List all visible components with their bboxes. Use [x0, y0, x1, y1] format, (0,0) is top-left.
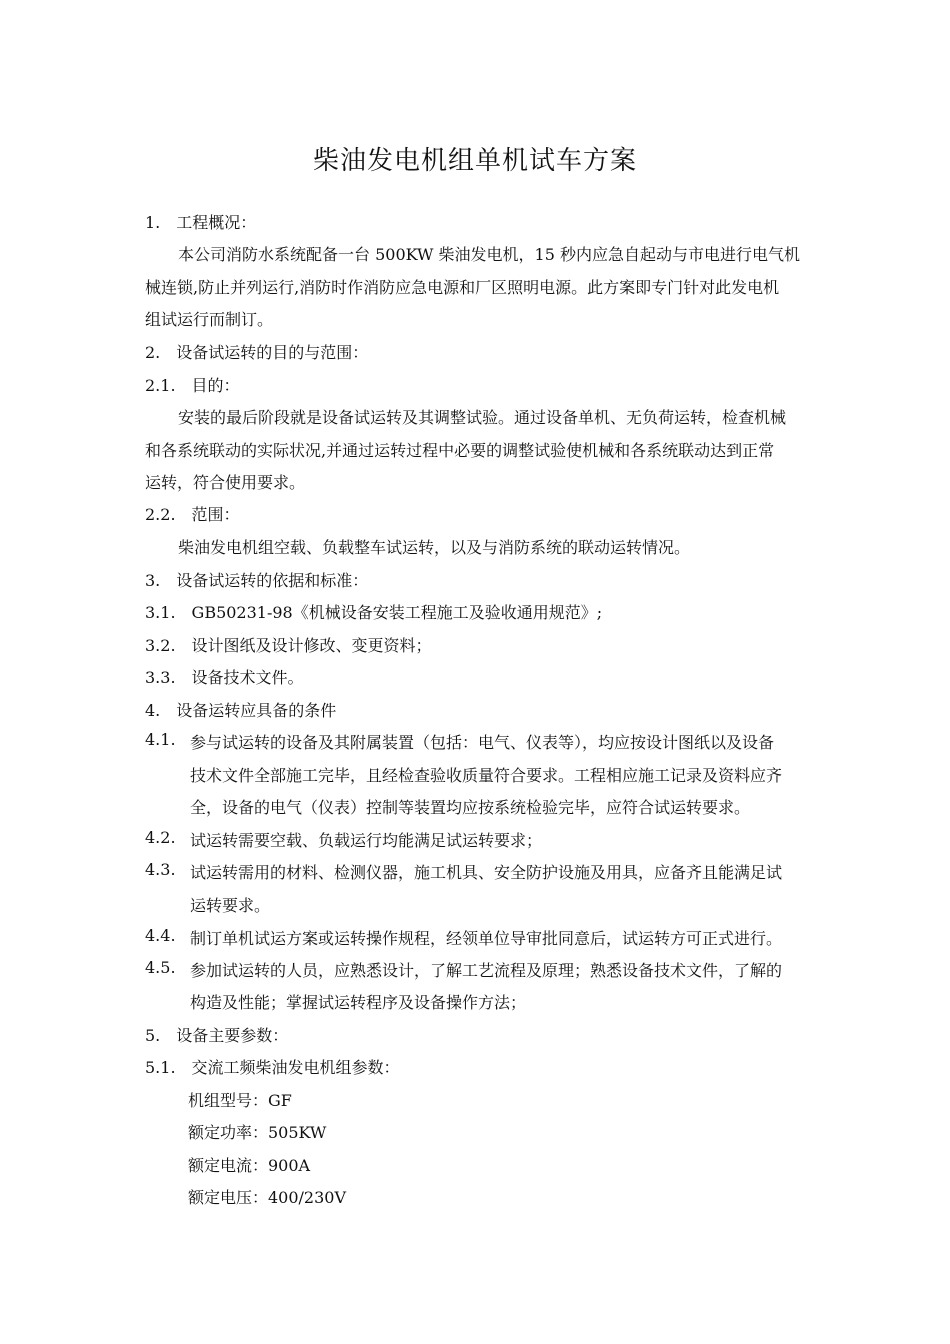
- list-number: 4.5.: [145, 958, 176, 977]
- paragraph-line: 柴油发电机组空载、负载整车试运转，以及与消防系统的联动运转情况。: [178, 538, 691, 557]
- subsection-heading: 2.2. 范围：: [145, 505, 240, 524]
- paragraph-line: 组试运行而制订。: [145, 310, 274, 329]
- paragraph-line: 和各系统联动的实际状况,并通过运转过程中必要的调整试验使机械和各系统联动达到正常: [145, 441, 775, 460]
- parameter-line: 额定电压：400/230V: [188, 1188, 347, 1207]
- list-number: 4.2.: [145, 828, 176, 847]
- list-item: 参加试运转的人员，应熟悉设计，了解工艺流程及原理；熟悉设备技术文件，了解的: [190, 961, 783, 980]
- paragraph-line: 械连锁,防止并列运行,消防时作消防应急电源和厂区照明电源。此方案即专门针对此发电机: [145, 278, 780, 297]
- section-heading: 3. 设备试运转的依据和标准：: [145, 571, 369, 590]
- list-item: 制订单机试运方案或运转操作规程，经领单位导审批同意后，试运转方可正式进行。: [190, 929, 783, 948]
- list-item-continuation: 全，设备的电气（仪表）控制等装置均应按系统检验完毕，应符合试运转要求。: [190, 798, 751, 817]
- section-heading: 5. 设备主要参数：: [145, 1026, 289, 1045]
- section-heading: 4. 设备运转应具备的条件: [145, 701, 337, 720]
- list-number: 4.4.: [145, 926, 176, 945]
- paragraph-line: 运转，符合使用要求。: [145, 473, 306, 492]
- list-item-continuation: 技术文件全部施工完毕，且经检查验收质量符合要求。工程相应施工记录及资料应齐: [190, 766, 783, 785]
- list-item: 试运转需要空载、负载运行均能满足试运转要求；: [190, 831, 543, 850]
- paragraph-line: 安装的最后阶段就是设备试运转及其调整试验。通过设备单机、无负荷运转，检查机械: [178, 408, 787, 427]
- list-item-continuation: 运转要求。: [190, 896, 271, 915]
- paragraph-line: 本公司消防水系统配备一台 500KW 柴油发电机，15 秒内应急自起动与市电进行电气机: [178, 245, 800, 264]
- subsection-heading: 2.1. 目的：: [145, 376, 240, 395]
- list-item: 试运转需用的材料、检测仪器，施工机具、安全防护设施及用具，应备齐且能满足试: [190, 863, 783, 882]
- parameter-line: 机组型号：GF: [188, 1091, 292, 1110]
- list-item: 3.2. 设计图纸及设计修改、变更资料；: [145, 636, 432, 655]
- list-item: 3.3. 设备技术文件。: [145, 668, 304, 687]
- list-item: 3.1. GB50231-98《机械设备安装工程施工及验收通用规范》;: [145, 603, 603, 622]
- document-title: 柴油发电机组单机试车方案: [312, 146, 637, 176]
- parameter-line: 额定功率：505KW: [188, 1123, 327, 1142]
- list-number: 4.3.: [145, 860, 176, 879]
- list-item: 参与试运转的设备及其附属装置（包括：电气、仪表等），均应按设计图纸以及设备: [190, 733, 775, 752]
- list-item-continuation: 构造及性能；掌握试运转程序及设备操作方法；: [190, 993, 527, 1012]
- parameter-line: 额定电流：900A: [188, 1156, 311, 1175]
- subsection-heading: 5.1. 交流工频柴油发电机组参数：: [145, 1058, 400, 1077]
- section-heading: 2. 设备试运转的目的与范围：: [145, 343, 369, 362]
- section-heading: 1. 工程概况：: [145, 213, 257, 232]
- list-number: 4.1.: [145, 730, 176, 749]
